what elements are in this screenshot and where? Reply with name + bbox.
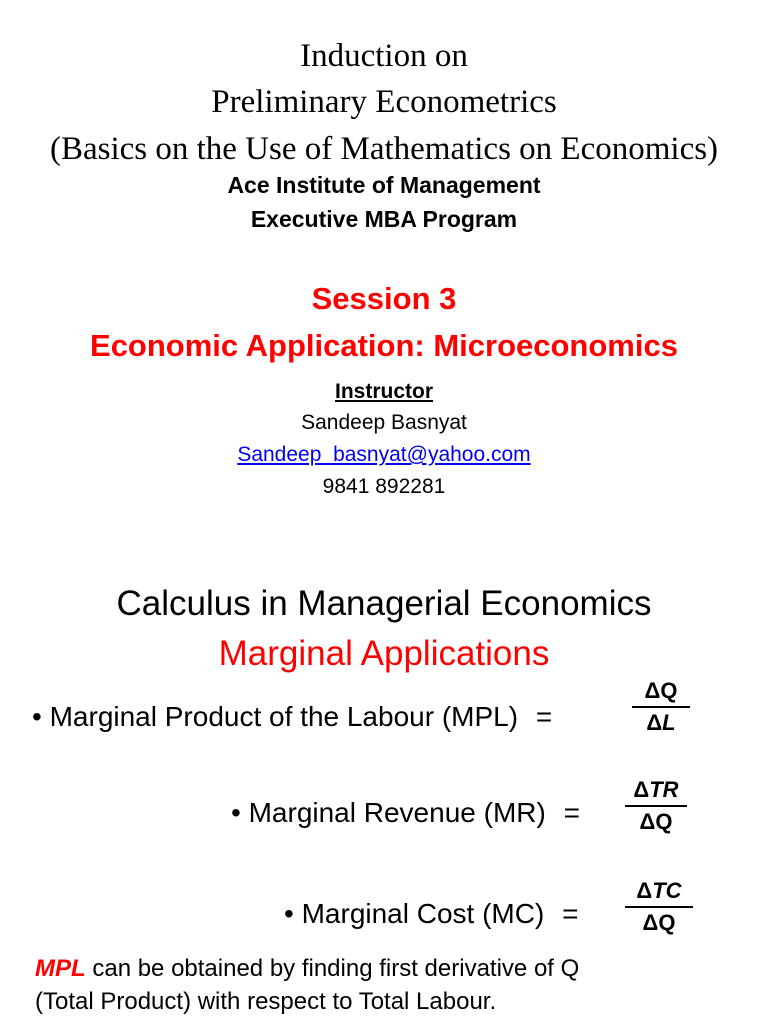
mc-label: Marginal Cost (MC) [301, 898, 545, 929]
title-line-2: Preliminary Econometrics [211, 84, 557, 120]
bullet: • [32, 701, 42, 732]
fraction-numerator: ΔTC [636, 878, 682, 903]
title-line-3: (Basics on the Use of Mathematics on Economics) [49, 131, 719, 167]
instructor-phone: 9841 892281 [322, 475, 446, 498]
instructor-email-link[interactable]: Sandeep_basnyat@yahoo.com [237, 443, 531, 466]
equals-sign: = [535, 701, 553, 732]
instructor-label: Instructor [334, 380, 433, 403]
bullet: • [231, 797, 241, 828]
mr-fraction [625, 777, 687, 835]
note-line-2: (Total Product) with respect to Total Labour. [35, 988, 497, 1015]
fraction-denominator: ΔQ [642, 910, 676, 935]
equals-sign: = [563, 797, 580, 828]
mpl-bullet-row [32, 701, 552, 733]
equals-sign: = [562, 898, 579, 929]
slide-2-title: Calculus in Managerial Economics [116, 584, 652, 623]
fraction-denominator: ΔL [646, 710, 676, 735]
mr-label: Marginal Revenue (MR) [248, 797, 546, 828]
fraction-numerator: ΔTR [633, 777, 679, 802]
fraction-denominator: ΔQ [639, 809, 673, 834]
mpl-note [35, 952, 579, 1018]
program-name: Executive MBA Program [250, 206, 518, 232]
instructor-email-row [0, 443, 768, 467]
session-topic: Economic Application: Microeconomics [90, 328, 678, 363]
note-highlight: MPL [35, 955, 86, 982]
mpl-fraction [632, 678, 690, 736]
bullet: • [284, 898, 294, 929]
institute-name: Ace Institute of Management [227, 172, 541, 198]
session-number: Session 3 [311, 281, 457, 316]
title-line-1: Induction on [300, 38, 468, 74]
slide-2-subtitle: Marginal Applications [218, 634, 550, 673]
mc-bullet-row [284, 898, 578, 930]
mc-fraction [625, 878, 693, 936]
note-line-1: can be obtained by finding first derivative of Q [85, 955, 580, 982]
instructor-name: Sandeep Basnyat [301, 411, 467, 434]
fraction-numerator: ΔQ [644, 678, 678, 703]
mpl-label: Marginal Product of the Labour (MPL) [49, 701, 519, 732]
mr-bullet-row [231, 797, 580, 829]
